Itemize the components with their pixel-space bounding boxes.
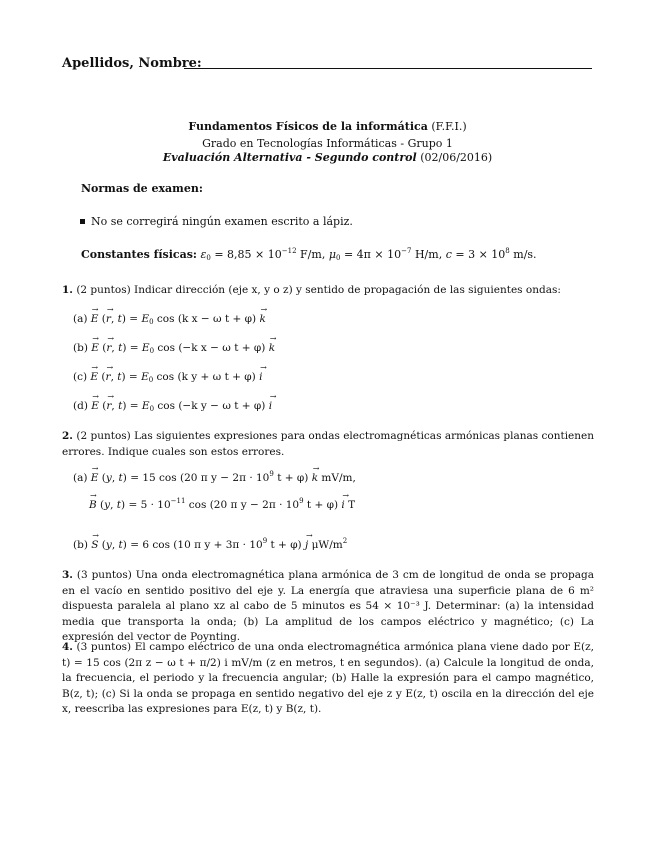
wave-argument: cos (k x − ω t + φ) bbox=[156, 313, 257, 325]
evaluation-line bbox=[0, 151, 655, 164]
question-1 bbox=[62, 283, 594, 299]
rules-item-text: No se corregirá ningún examen escrito a lápiz. bbox=[91, 215, 353, 228]
wave-argument: cos (−k y − ω t + φ) bbox=[157, 400, 266, 412]
course-abbr: (F.F.I.) bbox=[431, 120, 467, 133]
c-exp: 8 bbox=[505, 247, 510, 255]
constants-label: Constantes físicas: bbox=[81, 248, 197, 261]
mu-value: 4π bbox=[356, 248, 371, 261]
question-2-item-a-e: (a) → E (y, t) = 15 cos (20 π $y - 2\pi \cdot 10^9$ t + φ) → k mV/m, bbox=[73, 472, 356, 484]
question-4 bbox=[62, 640, 594, 718]
name-line bbox=[184, 68, 592, 69]
question-number: 3. bbox=[62, 569, 73, 581]
rules-heading: Normas de examen: bbox=[81, 182, 203, 195]
question-text: Las siguientes expresiones para ondas electromagnéticas armónicas planas contienen errores. Indique cuales son estos errores. bbox=[62, 430, 595, 458]
question-text: Una onda electromagnética plana armónica de 3 cm de longitud de onda se propaga en el vacío en sentido positivo del eje y. La energía que atraviesa una superficie plana de 6 m² dispuesta paralela al plano xz al cabo de 5 minutos es 54 × 10⁻³ J. Determinar: (a) la intensidad media que transporta la onda; (b) La amplitud de los campos eléctrico y magnético; (c) La expresión del vector de Poynting. bbox=[62, 569, 594, 643]
wave-argument: cos (−k x − ω t + φ) bbox=[157, 342, 266, 354]
eps-exp: −12 bbox=[281, 247, 297, 255]
question-points: (3 puntos) bbox=[76, 569, 132, 581]
question-2 bbox=[62, 429, 594, 460]
question-number: 4. bbox=[62, 641, 73, 653]
question-number: 2. bbox=[62, 430, 73, 442]
rules-item bbox=[80, 215, 353, 228]
eps-value: 8,85 bbox=[227, 248, 252, 261]
question-text: El campo eléctrico de una onda electromagnética armónica plana viene dado por E(z, t) = 15 cos (2π z − ω t + π/2) i mV/m (z en metros, t en segundos). (a) Calcule la longitud de onda, la frecuencia, el periodo y la frecuencia angular; (b) Halle la expresión para el campo magnético, B(z, t); (c) Si la onda se propaga en sentido negativo del eje z y E(z, t) oscila en la dirección del eje x, reescriba las expresiones para E(z, t) y B(z, t). bbox=[62, 641, 594, 715]
mu-unit: H/m bbox=[414, 248, 439, 261]
wave-argument: cos (k y + ω t + φ) bbox=[156, 371, 256, 383]
question-1-item-b: (b) → E (→ r, $t) = E_0$ cos (−k x − ω t + φ) → k bbox=[73, 342, 275, 354]
question-1-item-a: (a) → E (→ r, $t) = E_0$ cos (k x − ω t + φ) → k bbox=[73, 313, 266, 325]
question-1-item-c: (c) → E (→ r, $t) = E_0$ cos (k y + ω t + φ) → i bbox=[73, 371, 262, 383]
question-text: Indicar dirección (eje x, y o z) y sentido de propagación de las siguientes ondas: bbox=[134, 284, 561, 296]
question-points: (3 puntos) bbox=[76, 641, 132, 653]
exam-date: (02/06/2016) bbox=[420, 151, 493, 164]
c-value: 3 bbox=[468, 248, 476, 261]
mu-exp: −7 bbox=[401, 247, 412, 255]
question-points: (2 puntos) bbox=[76, 284, 131, 296]
question-number: 1. bbox=[62, 284, 73, 296]
question-2-item-a-b: → B (y, $t) = 5 \cdot 10^{-11}$ cos (20 π $y - 2\pi \cdot 10^9$ t + φ) → i T bbox=[89, 499, 355, 511]
constants-line: Constantes físicas: $\varepsilon_0 = 8,85 \times 10^{-12}$ F/m, $\mu_0 = 4\pi \times 10^{-7}$ H/m, $c = 3 \times 10^8$ m/s. bbox=[81, 247, 537, 262]
name-label: Apellidos, Nombre: bbox=[62, 56, 202, 71]
question-2-item-b: (b) → S (y, t) = 6 cos (10 π $y + 3\pi \cdot 10^9$ t + φ) → j $\mu W/m^2$ bbox=[73, 539, 347, 551]
question-1-item-d: (d) → E (→ r, $t) = E_0$ cos (−k y − ω t + φ) → i bbox=[73, 400, 272, 412]
question-3 bbox=[62, 568, 594, 646]
course-title: Fundamentos Físicos de la informática bbox=[188, 120, 428, 133]
c-unit: m/s. bbox=[513, 248, 537, 261]
bullet-icon bbox=[80, 219, 85, 224]
eps-unit: F/m bbox=[300, 248, 322, 261]
evaluation-title: Evaluación Alternativa - Segundo control bbox=[162, 151, 417, 164]
course-title-line bbox=[0, 120, 655, 133]
question-points: (2 puntos) bbox=[76, 430, 131, 442]
name-field-label bbox=[62, 56, 202, 71]
degree-line: Grado en Tecnologías Informáticas - Grupo 1 bbox=[202, 137, 453, 150]
